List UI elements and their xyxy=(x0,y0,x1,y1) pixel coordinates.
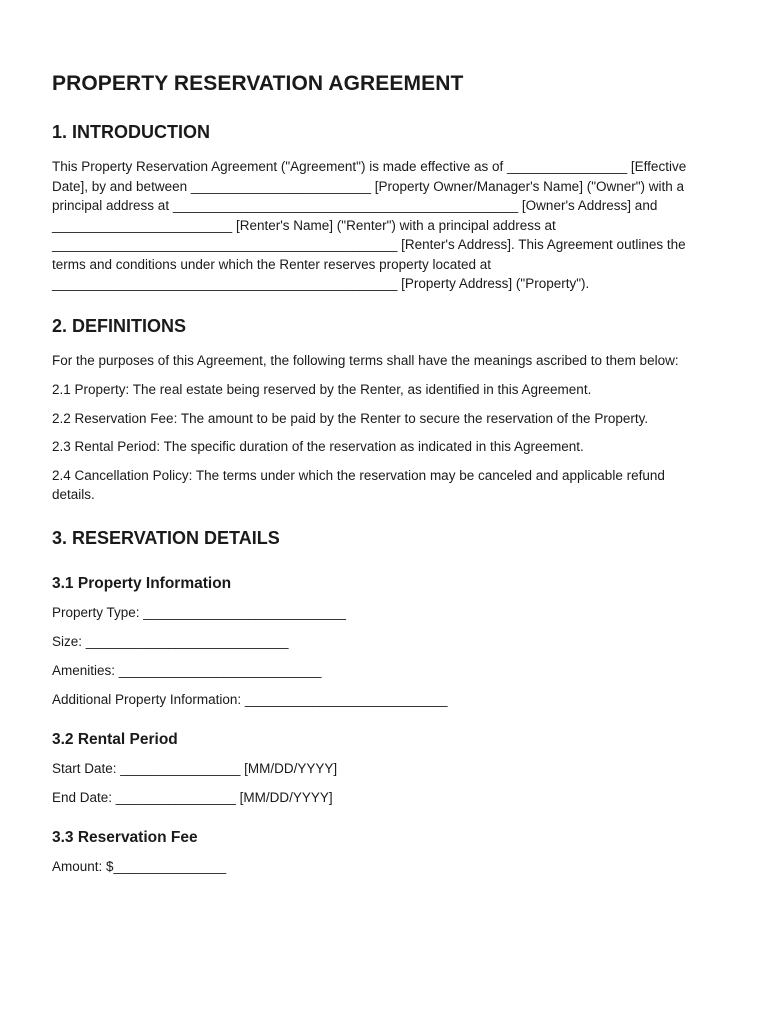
definitions-heading: 2. DEFINITIONS xyxy=(52,315,187,336)
size-field: Size: ___________________________ xyxy=(52,633,289,649)
subsection-spacer xyxy=(52,719,710,731)
reservation-fee-heading: 3.3 Reservation Fee xyxy=(52,828,198,846)
section-spacer xyxy=(52,514,710,528)
reservation-details-heading: 3. RESERVATION DETAILS xyxy=(52,527,280,548)
reservation-details-section xyxy=(52,528,710,877)
property-type-field: Property Type: ___________________________ xyxy=(52,604,347,620)
definitions-section xyxy=(52,316,710,505)
definition-item: 2.4 Cancellation Policy: The terms under which the reservation may be canceled and applicable refund details. xyxy=(52,467,665,502)
subsection-spacer xyxy=(52,563,710,575)
definitions-intro: For the purposes of this Agreement, the following terms shall have the meanings ascribed to them below: xyxy=(52,352,679,368)
additional-info-field: Additional Property Information: ___________________________ xyxy=(52,691,448,707)
document-title: PROPERTY RESERVATION AGREEMENT xyxy=(52,72,464,95)
definition-item: 2.3 Rental Period: The specific duration of the reservation as indicated in this Agreement. xyxy=(52,439,584,454)
introduction-section xyxy=(52,122,710,294)
introduction-heading: 1. INTRODUCTION xyxy=(52,122,211,142)
introduction-text: This Property Reservation Agreement ("Agreement") is made effective as of ________________ [Effective Date], by and between ________________________ [Property Owner/Manager's Name] ("Owner") with a principal address at ______________________________________________ [Owner's Address] and ________________________ [Renter's Name] ("Renter") with a principal address at ______________________________________________ [Renter's Address]. This Agreement outlines the terms and conditions under which the Renter reserves property located at ______________________________________________ [Property Address] ("Property"). xyxy=(52,159,687,291)
definition-item: 2.1 Property: The real estate being reserved by the Renter, as identified in this Agreement. xyxy=(52,382,592,397)
amount-field: Amount: $_______________ xyxy=(52,858,227,874)
amenities-field: Amenities: ___________________________ xyxy=(52,662,322,678)
definition-item: 2.2 Reservation Fee: The amount to be paid by the Renter to secure the reservation of the Property. xyxy=(52,410,649,426)
property-information-heading: 3.1 Property Information xyxy=(52,574,232,592)
start-date-field: Start Date: ________________ [MM/DD/YYYY] xyxy=(52,760,338,776)
rental-period-heading: 3.2 Rental Period xyxy=(52,730,178,748)
end-date-field: End Date: ________________ [MM/DD/YYYY] xyxy=(52,789,333,805)
subsection-spacer xyxy=(52,817,710,829)
